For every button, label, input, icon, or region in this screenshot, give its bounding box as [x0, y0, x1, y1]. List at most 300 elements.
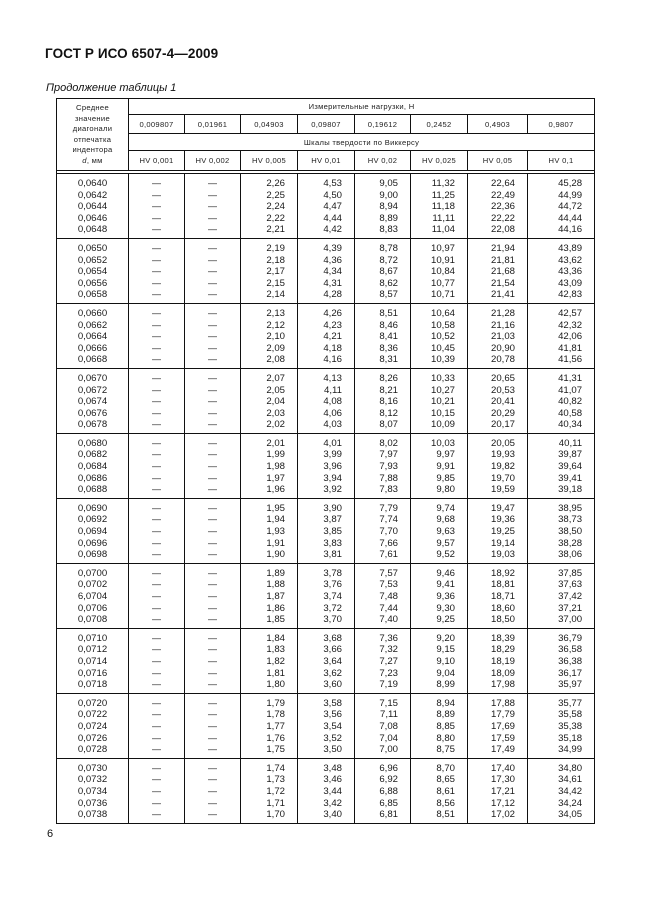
hardness-value-cell: 3,50 [298, 744, 355, 758]
hardness-value-cell: 8,75 [411, 744, 468, 758]
hardness-value-cell: 10,39 [411, 354, 468, 368]
hardness-value-cell: 3,96 [298, 461, 355, 473]
hardness-value-cell: 37,00 [528, 614, 595, 628]
hardness-value-cell: 8,46 [355, 320, 411, 332]
empty-value-cell: — [129, 614, 185, 628]
hardness-value-cell: 44,72 [528, 201, 595, 213]
diagonal-cell: 0,0676 [57, 408, 129, 420]
hardness-value-cell: 9,10 [411, 656, 468, 668]
hardness-value-cell: 2,22 [241, 213, 298, 225]
hardness-value-cell: 43,36 [528, 266, 595, 278]
hardness-value-cell: 2,01 [241, 433, 298, 449]
hardness-value-cell: 10,64 [411, 303, 468, 319]
empty-value-cell: — [185, 368, 241, 384]
table-row [57, 408, 595, 420]
empty-value-cell: — [129, 758, 185, 774]
table-row [57, 473, 595, 485]
hardness-value-cell: 10,21 [411, 396, 468, 408]
hardness-value-cell: 34,05 [528, 809, 595, 823]
hardness-value-cell: 39,64 [528, 461, 595, 473]
hardness-value-cell: 45,28 [528, 174, 595, 190]
diagonal-cell: 0,0672 [57, 385, 129, 397]
hardness-value-cell: 42,57 [528, 303, 595, 319]
hardness-value-cell: 4,23 [298, 320, 355, 332]
empty-value-cell: — [185, 343, 241, 355]
empty-value-cell: — [129, 224, 185, 238]
empty-value-cell: — [185, 549, 241, 563]
hardness-value-cell: 18,71 [468, 591, 528, 603]
hardness-value-cell: 3,78 [298, 563, 355, 579]
empty-value-cell: — [185, 721, 241, 733]
empty-value-cell: — [129, 396, 185, 408]
hardness-value-cell: 9,30 [411, 603, 468, 615]
hardness-value-cell: 10,09 [411, 419, 468, 433]
row-group [57, 693, 595, 758]
hardness-value-cell: 36,79 [528, 628, 595, 644]
hardness-value-cell: 2,08 [241, 354, 298, 368]
hardness-value-cell: 8,83 [355, 224, 411, 238]
hardness-value-cell: 8,67 [355, 266, 411, 278]
table-row [57, 733, 595, 745]
hardness-value-cell: 7,00 [355, 744, 411, 758]
hardness-value-cell: 40,11 [528, 433, 595, 449]
hardness-value-cell: 2,18 [241, 255, 298, 267]
diag-header-line: Среднее [76, 103, 109, 112]
table-row [57, 644, 595, 656]
hardness-value-cell: 4,06 [298, 408, 355, 420]
hardness-value-cell: 9,52 [411, 549, 468, 563]
hardness-value-cell: 18,60 [468, 603, 528, 615]
diagonal-cell: 0,0718 [57, 679, 129, 693]
hardness-value-cell: 34,80 [528, 758, 595, 774]
hardness-value-cell: 10,71 [411, 289, 468, 303]
hardness-value-cell: 1,74 [241, 758, 298, 774]
hardness-value-cell: 21,16 [468, 320, 528, 332]
hardness-value-cell: 7,53 [355, 579, 411, 591]
hardness-value-cell: 3,72 [298, 603, 355, 615]
hardness-value-cell: 42,32 [528, 320, 595, 332]
hardness-value-cell: 41,31 [528, 368, 595, 384]
empty-value-cell: — [129, 656, 185, 668]
hardness-value-cell: 18,50 [468, 614, 528, 628]
hv-scale-header: HV 0,002 [185, 151, 241, 171]
hardness-value-cell: 10,45 [411, 343, 468, 355]
diagonal-cell: 0,0686 [57, 473, 129, 485]
hardness-value-cell: 17,30 [468, 774, 528, 786]
hardness-value-cell: 10,15 [411, 408, 468, 420]
empty-value-cell: — [185, 628, 241, 644]
hardness-value-cell: 10,97 [411, 238, 468, 254]
hardness-value-cell: 34,99 [528, 744, 595, 758]
hv-scale-header: HV 0,005 [241, 151, 298, 171]
hardness-value-cell: 8,72 [355, 255, 411, 267]
table-row [57, 798, 595, 810]
table-row [57, 368, 595, 384]
hardness-value-cell: 4,31 [298, 278, 355, 290]
hardness-value-cell: 11,25 [411, 190, 468, 202]
hardness-value-cell: 17,69 [468, 721, 528, 733]
diagonal-cell: 0,0652 [57, 255, 129, 267]
hardness-value-cell: 3,64 [298, 656, 355, 668]
hardness-value-cell: 2,24 [241, 201, 298, 213]
diagonal-cell: 0,0664 [57, 331, 129, 343]
empty-value-cell: — [129, 238, 185, 254]
hardness-value-cell: 8,89 [355, 213, 411, 225]
hardness-value-cell: 35,58 [528, 709, 595, 721]
empty-value-cell: — [185, 461, 241, 473]
hardness-value-cell: 38,50 [528, 526, 595, 538]
diagonal-cell: 0,0666 [57, 343, 129, 355]
diagonal-cell: 0,0708 [57, 614, 129, 628]
hardness-value-cell: 19,03 [468, 549, 528, 563]
hardness-value-cell: 4,18 [298, 343, 355, 355]
hardness-value-cell: 3,87 [298, 514, 355, 526]
hardness-value-cell: 4,13 [298, 368, 355, 384]
hardness-value-cell: 8,16 [355, 396, 411, 408]
hardness-value-cell: 8,41 [355, 331, 411, 343]
hardness-value-cell: 37,63 [528, 579, 595, 591]
diagonal-cell: 0,0710 [57, 628, 129, 644]
hardness-value-cell: 22,36 [468, 201, 528, 213]
hardness-value-cell: 34,61 [528, 774, 595, 786]
hardness-value-cell: 19,25 [468, 526, 528, 538]
row-group [57, 433, 595, 498]
diag-symbol: d [82, 155, 87, 165]
empty-value-cell: — [129, 721, 185, 733]
hv-scale-header: HV 0,05 [468, 151, 528, 171]
table-row [57, 579, 595, 591]
hardness-value-cell: 1,88 [241, 579, 298, 591]
hardness-value-cell: 3,52 [298, 733, 355, 745]
hardness-value-cell: 9,91 [411, 461, 468, 473]
table-row [57, 693, 595, 709]
hardness-value-cell: 17,49 [468, 744, 528, 758]
empty-value-cell: — [129, 354, 185, 368]
hardness-value-cell: 19,70 [468, 473, 528, 485]
table-row [57, 514, 595, 526]
empty-value-cell: — [129, 733, 185, 745]
hardness-value-cell: 42,83 [528, 289, 595, 303]
hardness-value-cell: 10,84 [411, 266, 468, 278]
load-value-header: 0,9807 [528, 115, 595, 134]
table-row [57, 538, 595, 550]
table-row [57, 461, 595, 473]
hardness-value-cell: 3,81 [298, 549, 355, 563]
hardness-value-cell: 7,66 [355, 538, 411, 550]
hardness-value-cell: 38,95 [528, 498, 595, 514]
loads-header: Измерительные нагрузки, Н [129, 99, 595, 115]
hardness-value-cell: 1,82 [241, 656, 298, 668]
hardness-value-cell: 9,00 [355, 190, 411, 202]
hardness-value-cell: 8,65 [411, 774, 468, 786]
hardness-value-cell: 22,64 [468, 174, 528, 190]
hardness-value-cell: 1,97 [241, 473, 298, 485]
hardness-value-cell: 1,95 [241, 498, 298, 514]
diagonal-cell: 0,0724 [57, 721, 129, 733]
table-row [57, 758, 595, 774]
hardness-value-cell: 2,07 [241, 368, 298, 384]
hardness-value-cell: 20,65 [468, 368, 528, 384]
table-row [57, 320, 595, 332]
hardness-value-cell: 1,70 [241, 809, 298, 823]
table-row [57, 774, 595, 786]
empty-value-cell: — [185, 579, 241, 591]
table-caption: Продолжение таблицы 1 [46, 82, 177, 94]
table-row [57, 628, 595, 644]
hardness-value-cell: 4,16 [298, 354, 355, 368]
hardness-value-cell: 4,50 [298, 190, 355, 202]
hardness-value-cell: 4,11 [298, 385, 355, 397]
empty-value-cell: — [185, 320, 241, 332]
empty-value-cell: — [185, 255, 241, 267]
hardness-value-cell: 7,61 [355, 549, 411, 563]
table-row [57, 449, 595, 461]
empty-value-cell: — [185, 224, 241, 238]
hardness-value-cell: 10,03 [411, 433, 468, 449]
hardness-value-cell: 10,91 [411, 255, 468, 267]
table-row [57, 303, 595, 319]
hardness-value-cell: 3,76 [298, 579, 355, 591]
diagonal-cell: 0,0648 [57, 224, 129, 238]
empty-value-cell: — [129, 786, 185, 798]
hardness-value-cell: 7,97 [355, 449, 411, 461]
hardness-value-cell: 10,33 [411, 368, 468, 384]
empty-value-cell: — [129, 809, 185, 823]
load-value-header: 0,4903 [468, 115, 528, 134]
hardness-value-cell: 9,15 [411, 644, 468, 656]
empty-value-cell: — [129, 514, 185, 526]
hardness-value-cell: 17,21 [468, 786, 528, 798]
empty-value-cell: — [129, 774, 185, 786]
hardness-value-cell: 7,74 [355, 514, 411, 526]
diagonal-cell: 0,0702 [57, 579, 129, 591]
hardness-value-cell: 36,17 [528, 668, 595, 680]
hardness-value-cell: 17,12 [468, 798, 528, 810]
hardness-value-cell: 1,90 [241, 549, 298, 563]
diagonal-cell: 0,0716 [57, 668, 129, 680]
hardness-value-cell: 9,25 [411, 614, 468, 628]
hardness-value-cell: 2,15 [241, 278, 298, 290]
hardness-value-cell: 7,44 [355, 603, 411, 615]
hardness-value-cell: 3,42 [298, 798, 355, 810]
hardness-value-cell: 1,71 [241, 798, 298, 810]
diagonal-cell: 0,0642 [57, 190, 129, 202]
hardness-value-cell: 41,81 [528, 343, 595, 355]
empty-value-cell: — [185, 563, 241, 579]
hardness-value-cell: 10,58 [411, 320, 468, 332]
hardness-value-cell: 7,70 [355, 526, 411, 538]
hardness-value-cell: 37,85 [528, 563, 595, 579]
hardness-value-cell: 19,14 [468, 538, 528, 550]
table-row [57, 385, 595, 397]
row-group [57, 174, 595, 239]
hardness-value-cell: 9,74 [411, 498, 468, 514]
empty-value-cell: — [185, 644, 241, 656]
hardness-value-cell: 4,39 [298, 238, 355, 254]
table-row [57, 201, 595, 213]
hardness-value-cell: 22,08 [468, 224, 528, 238]
hardness-value-cell: 7,40 [355, 614, 411, 628]
empty-value-cell: — [129, 368, 185, 384]
diag-header-line [57, 156, 128, 167]
diagonal-column-header [57, 99, 129, 171]
row-group [57, 498, 595, 563]
hardness-value-cell: 1,79 [241, 693, 298, 709]
hardness-value-cell: 4,53 [298, 174, 355, 190]
empty-value-cell: — [185, 591, 241, 603]
hardness-value-cell: 11,04 [411, 224, 468, 238]
empty-value-cell: — [185, 614, 241, 628]
hardness-value-cell: 8,62 [355, 278, 411, 290]
hardness-value-cell: 43,89 [528, 238, 595, 254]
hardness-value-cell: 1,73 [241, 774, 298, 786]
hardness-value-cell: 17,79 [468, 709, 528, 721]
empty-value-cell: — [185, 668, 241, 680]
diagonal-cell: 0,0690 [57, 498, 129, 514]
hardness-value-cell: 7,83 [355, 484, 411, 498]
hardness-value-cell: 20,90 [468, 343, 528, 355]
hardness-value-cell: 8,89 [411, 709, 468, 721]
hardness-value-cell: 3,70 [298, 614, 355, 628]
empty-value-cell: — [185, 331, 241, 343]
empty-value-cell: — [185, 473, 241, 485]
table-row [57, 419, 595, 433]
diagonal-cell: 0,0696 [57, 538, 129, 550]
diagonal-cell: 0,0682 [57, 449, 129, 461]
hardness-value-cell: 3,46 [298, 774, 355, 786]
hardness-value-cell: 8,57 [355, 289, 411, 303]
hv-scale-header: HV 0,01 [298, 151, 355, 171]
diagonal-cell: 0,0654 [57, 266, 129, 278]
hardness-value-cell: 36,38 [528, 656, 595, 668]
hardness-value-cell: 34,24 [528, 798, 595, 810]
table-row [57, 238, 595, 254]
hardness-value-cell: 10,27 [411, 385, 468, 397]
hardness-value-cell: 3,56 [298, 709, 355, 721]
diagonal-cell: 0,0738 [57, 809, 129, 823]
table-row [57, 498, 595, 514]
diagonal-cell: 0,0720 [57, 693, 129, 709]
table-row [57, 709, 595, 721]
hardness-value-cell: 8,26 [355, 368, 411, 384]
hardness-value-cell: 1,77 [241, 721, 298, 733]
hardness-value-cell: 42,06 [528, 331, 595, 343]
hardness-value-cell: 4,08 [298, 396, 355, 408]
hardness-value-cell: 9,80 [411, 484, 468, 498]
diagonal-cell: 0,0722 [57, 709, 129, 721]
row-group [57, 303, 595, 368]
empty-value-cell: — [129, 473, 185, 485]
hardness-value-cell: 7,23 [355, 668, 411, 680]
table-row [57, 809, 595, 823]
hardness-value-cell: 4,42 [298, 224, 355, 238]
table-row [57, 786, 595, 798]
empty-value-cell: — [185, 733, 241, 745]
hardness-value-cell: 2,12 [241, 320, 298, 332]
hardness-value-cell: 39,41 [528, 473, 595, 485]
hardness-value-cell: 3,58 [298, 693, 355, 709]
hardness-value-cell: 10,52 [411, 331, 468, 343]
hardness-value-cell: 7,04 [355, 733, 411, 745]
hardness-value-cell: 20,17 [468, 419, 528, 433]
hardness-value-cell: 7,79 [355, 498, 411, 514]
hardness-value-cell: 4,44 [298, 213, 355, 225]
table-row [57, 278, 595, 290]
hardness-value-cell: 8,99 [411, 679, 468, 693]
table-row [57, 563, 595, 579]
empty-value-cell: — [129, 433, 185, 449]
hardness-value-cell: 11,18 [411, 201, 468, 213]
empty-value-cell: — [129, 679, 185, 693]
diagonal-cell: 0,0646 [57, 213, 129, 225]
hardness-value-cell: 4,36 [298, 255, 355, 267]
hardness-value-cell: 7,93 [355, 461, 411, 473]
table-row [57, 255, 595, 267]
empty-value-cell: — [185, 354, 241, 368]
hardness-value-cell: 6,88 [355, 786, 411, 798]
hardness-value-cell: 40,58 [528, 408, 595, 420]
table-row [57, 396, 595, 408]
empty-value-cell: — [185, 809, 241, 823]
hardness-value-cell: 17,59 [468, 733, 528, 745]
hardness-value-cell: 1,94 [241, 514, 298, 526]
empty-value-cell: — [129, 579, 185, 591]
empty-value-cell: — [129, 628, 185, 644]
table-row [57, 174, 595, 190]
table-row [57, 213, 595, 225]
empty-value-cell: — [185, 603, 241, 615]
hardness-value-cell: 8,56 [411, 798, 468, 810]
empty-value-cell: — [185, 709, 241, 721]
row-group [57, 238, 595, 303]
diagonal-cell: 0,0712 [57, 644, 129, 656]
hardness-value-cell: 9,36 [411, 591, 468, 603]
hardness-value-cell: 44,16 [528, 224, 595, 238]
hardness-value-cell: 2,13 [241, 303, 298, 319]
diagonal-cell: 0,0692 [57, 514, 129, 526]
hardness-value-cell: 2,05 [241, 385, 298, 397]
row-group [57, 368, 595, 433]
hardness-value-cell: 41,56 [528, 354, 595, 368]
hardness-value-cell: 3,90 [298, 498, 355, 514]
diagonal-cell: 0,0680 [57, 433, 129, 449]
hardness-value-cell: 2,02 [241, 419, 298, 433]
hv-scale-header: HV 0,02 [355, 151, 411, 171]
hardness-value-cell: 39,87 [528, 449, 595, 461]
empty-value-cell: — [129, 526, 185, 538]
hardness-value-cell: 8,80 [411, 733, 468, 745]
hardness-value-cell: 1,87 [241, 591, 298, 603]
table-header [57, 99, 595, 174]
hardness-value-cell: 7,27 [355, 656, 411, 668]
diagonal-cell: 0,0670 [57, 368, 129, 384]
table-row [57, 549, 595, 563]
diagonal-cell: 0,0660 [57, 303, 129, 319]
hardness-value-cell: 9,68 [411, 514, 468, 526]
diagonal-cell: 0,0714 [57, 656, 129, 668]
hardness-value-cell: 6,81 [355, 809, 411, 823]
hardness-value-cell: 2,25 [241, 190, 298, 202]
hardness-value-cell: 22,49 [468, 190, 528, 202]
hardness-value-cell: 2,03 [241, 408, 298, 420]
empty-value-cell: — [129, 408, 185, 420]
table-row [57, 744, 595, 758]
hardness-value-cell: 19,59 [468, 484, 528, 498]
hardness-value-cell: 19,93 [468, 449, 528, 461]
diagonal-cell: 0,0728 [57, 744, 129, 758]
hardness-value-cell: 17,98 [468, 679, 528, 693]
hardness-value-cell: 4,28 [298, 289, 355, 303]
